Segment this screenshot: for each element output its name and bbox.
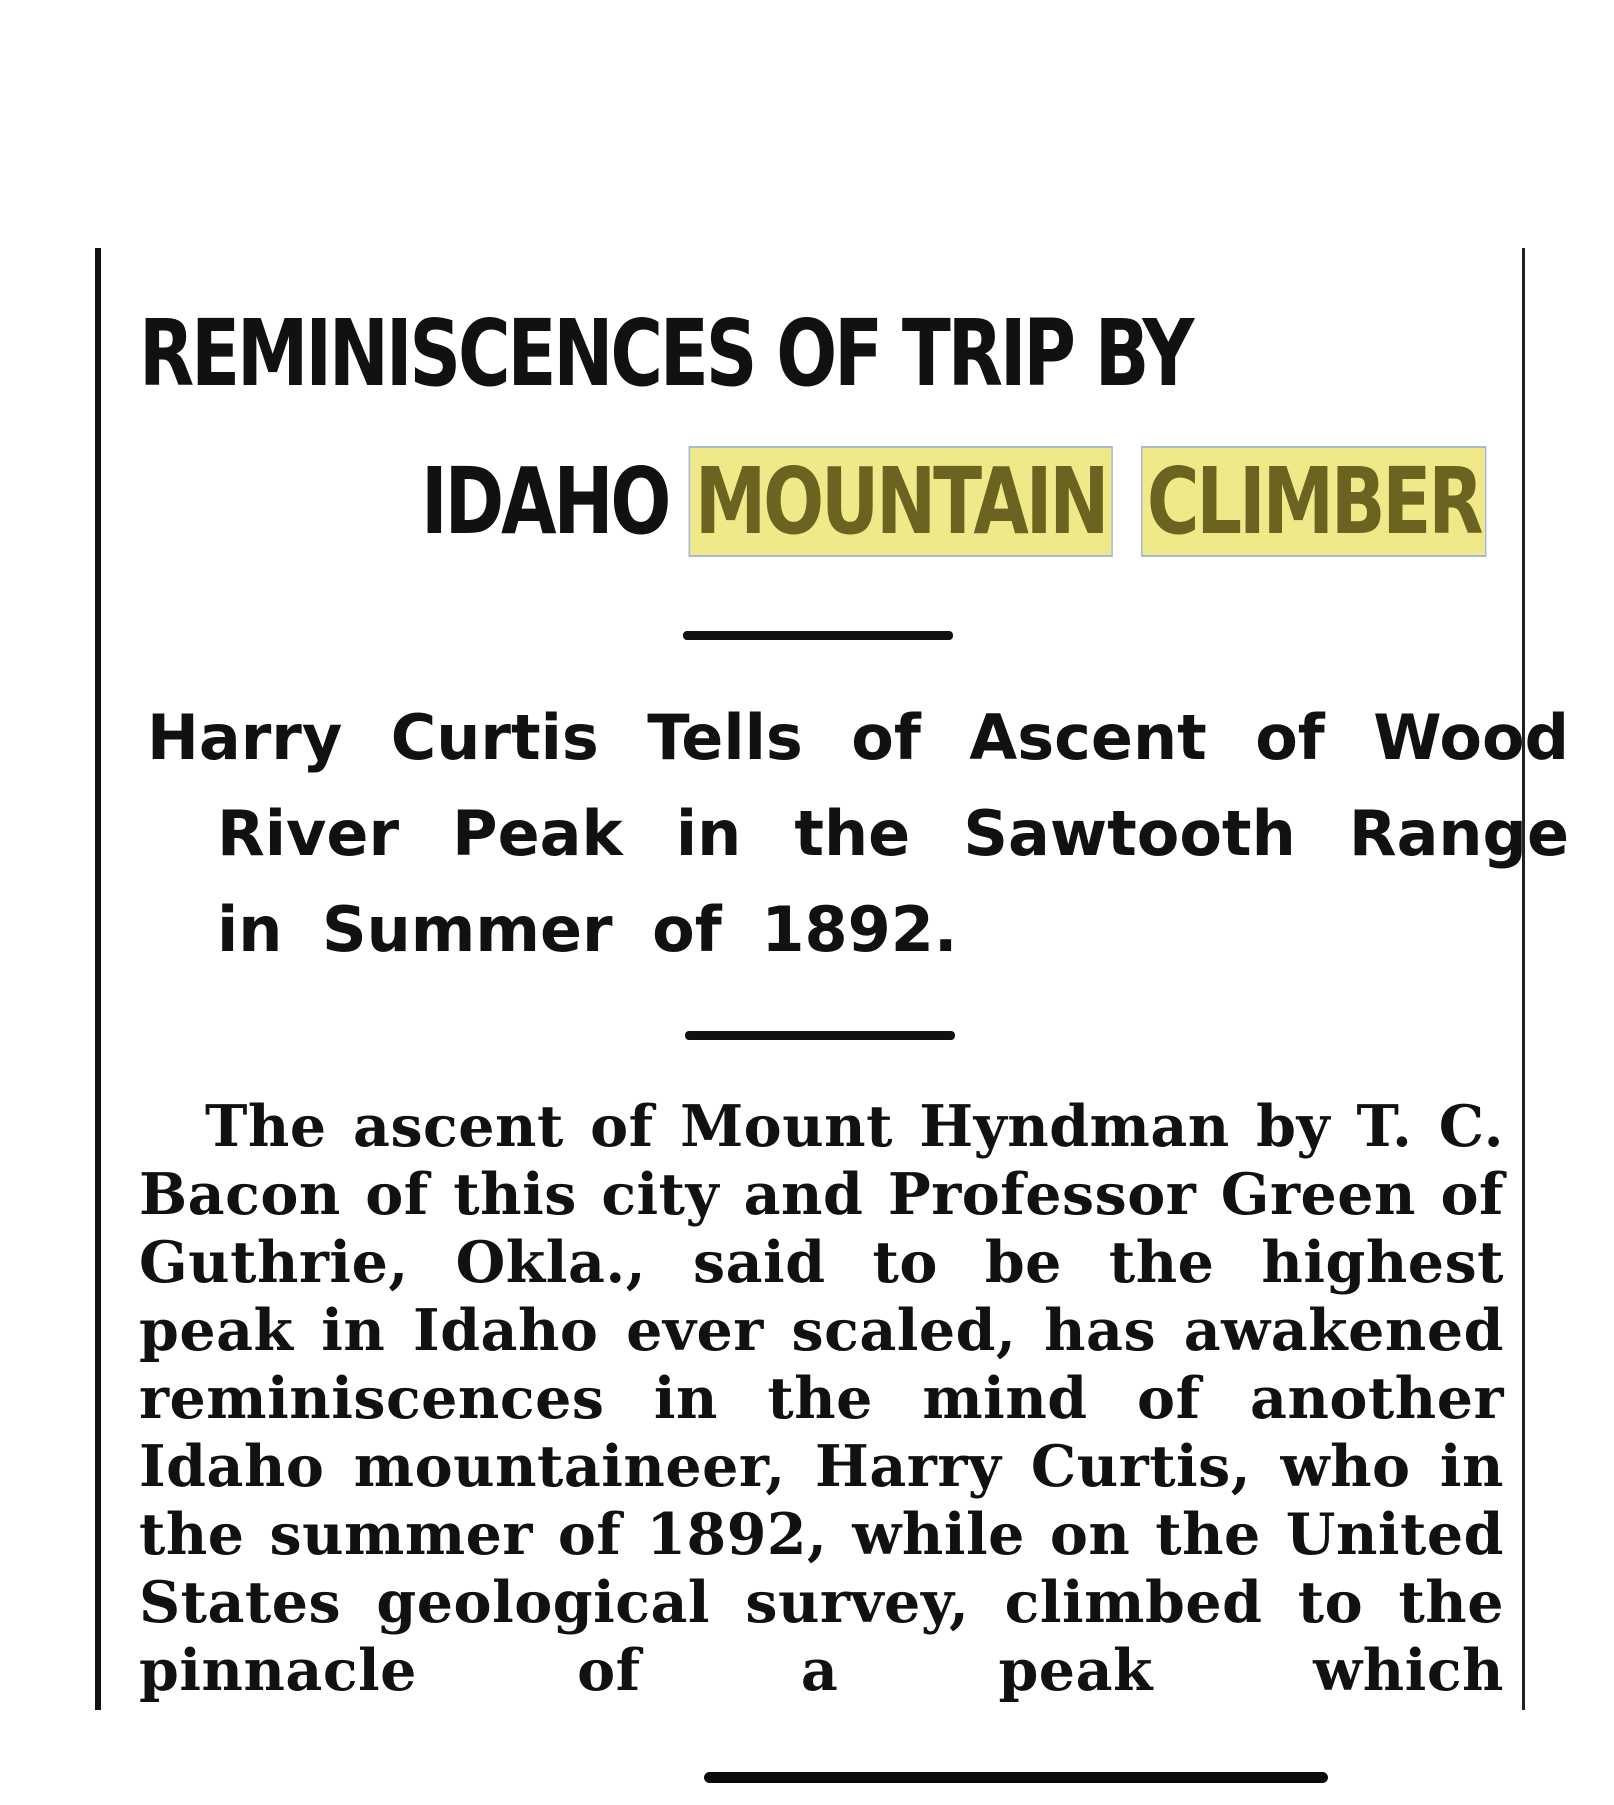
search-highlight-climber[interactable]: CLIMBER [1142,448,1485,555]
search-highlight-mountain[interactable]: MOUNTAIN [690,448,1111,555]
headline-word-idaho: IDAHO [421,448,669,555]
divider-rule [685,1031,955,1040]
headline-line-2 [421,448,1485,555]
divider-rule [683,631,953,640]
newspaper-clipping [95,248,1569,1710]
home-indicator-bar[interactable] [704,1772,1328,1783]
subheadline-deck: Harry Curtis Tells of Ascent of Wood River Peak in the Sawtooth Range in Summer of 1892. [147,701,1569,966]
headline-line-1: REMINISCENCES OF TRIP BY [139,300,1192,407]
article-body: The ascent of Mount Hyndman by T. C. Bacon of this city and Professor Green of Guthrie, Okla., said to be the highest peak in Idaho ever scaled, has awakened reminiscences in the mind of another Idaho mountaineer, Harry Curtis, who in the summer of 1892, while on the United States geological survey, climbed to the pinnacle of a peak which [139,1093,1504,1704]
